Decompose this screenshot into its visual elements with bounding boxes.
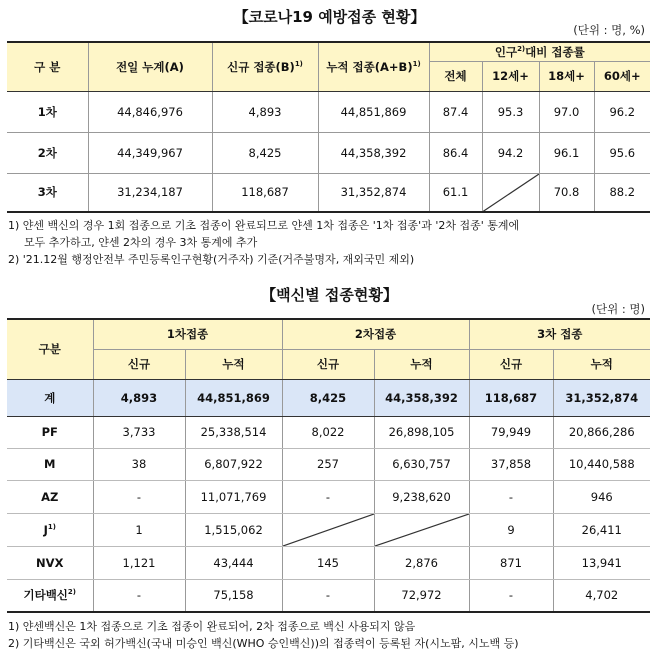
cell-d2-new: 145: [282, 546, 374, 579]
cell-d3-new: 9: [469, 513, 553, 546]
cell-d3-new: -: [469, 480, 553, 513]
cell-rate-all: 61.1: [429, 173, 482, 212]
header-rate-18: 18세+: [539, 61, 594, 91]
table-row: [7, 448, 650, 480]
note-2: 2) 기타백신은 국외 허가백신(국내 미승인 백신(WHO 승인백신))의 접종력이 등록된 자(시노팜, 시노백 등): [8, 637, 519, 650]
cell-rate-18: 70.8: [539, 173, 594, 212]
cell-d3-cum: 20,866,286: [553, 416, 650, 448]
cell-new: 4,893: [212, 91, 318, 132]
cell-d2-cum: 26,898,105: [374, 416, 469, 448]
cell-rate-12-empty: [482, 173, 539, 212]
row-label: AZ: [7, 480, 93, 513]
header-dose1: 1차접종: [93, 319, 282, 349]
header-category: 구분: [7, 319, 93, 379]
section1-title: 【코로나19 예방접종 현황】: [233, 8, 426, 26]
header-dose2-cum: 누적: [374, 349, 469, 379]
header-prev-total: 전일 누계(A): [88, 42, 212, 91]
cell-cum: 44,358,392: [318, 132, 429, 173]
section2-title: 【백신별 접종현황】: [261, 286, 398, 304]
cell-d1-new: -: [93, 579, 185, 612]
cell-d2-cum: 6,630,757: [374, 448, 469, 480]
cell-d3-cum: 4,702: [585, 588, 619, 603]
note-1: 1) 얀센백신은 1차 접종으로 기초 접종이 완료되어, 2차 접종으로 백신 사용되지 않음: [8, 620, 416, 633]
cell-rate-12: 94.2: [482, 132, 539, 173]
cell-d1-new: 38: [93, 448, 185, 480]
table-row: [7, 132, 650, 173]
row-label: NVX: [7, 546, 93, 579]
cell-cum: 44,851,869: [318, 91, 429, 132]
cell-rate-all: 87.4: [429, 91, 482, 132]
cell-d2-new: 8,022: [282, 416, 374, 448]
row-label: $J^{1)}$: [7, 513, 93, 546]
row-label: 3차: [7, 173, 88, 212]
row-label: PF: [7, 416, 93, 448]
row-label: M: [7, 448, 93, 480]
cell-d3-new: 79,949: [469, 416, 553, 448]
section1-unit: (단위 : 명, %): [573, 23, 645, 37]
cell-d3-new: 37,858: [469, 448, 553, 480]
row-label: 1차: [7, 91, 88, 132]
table-row: [7, 513, 650, 546]
diagonal-slash-icon: [375, 514, 469, 546]
note-1: 1) 얀센 백신의 경우 1회 접종으로 기초 접종이 완료되므로 얀센 1차 접종은 '1차 접종'과 '2차 접종' 통계에: [8, 219, 520, 232]
section2-notes: [8, 618, 519, 652]
header-rate-group: 인구$^{2)}$대비 접종률: [429, 42, 650, 61]
cell-prev: 31,234,187: [88, 173, 212, 212]
cell-d1-cum: 43,444: [185, 546, 282, 579]
cell-d3-cum: 31,352,874: [553, 379, 650, 416]
cell-rate-18: 96.1: [539, 132, 594, 173]
cell-d1-new: 1,121: [93, 546, 185, 579]
table-row-total: [7, 379, 650, 416]
header-dose1-cum: 누적: [185, 349, 282, 379]
table-row: [7, 91, 650, 132]
cell-d2-new: 8,425: [282, 379, 374, 416]
cell-rate-60: 96.2: [594, 91, 650, 132]
diagonal-slash-icon: [283, 514, 374, 546]
row-label: 2차: [7, 132, 88, 173]
header-rate-60: 60세+: [594, 61, 650, 91]
cell-rate-18: 97.0: [539, 91, 594, 132]
header-dose3-new: 신규: [469, 349, 553, 379]
cell-new: 8,425: [212, 132, 318, 173]
row-label: 계: [7, 379, 93, 416]
cell-d3-new: 118,687: [469, 379, 553, 416]
cell-d1-cum: 44,851,869: [185, 379, 282, 416]
cell-rate-60: 95.6: [594, 132, 650, 173]
cell-d1-new: 3,733: [93, 416, 185, 448]
cell-d1-cum: 25,338,514: [185, 416, 282, 448]
header-dose1-new: 신규: [93, 349, 185, 379]
note-2: 2) '21.12월 행정안전부 주민등록인구현황(거주자) 기준(거주불명자, 재외국민 제외): [8, 253, 415, 266]
cell-d2-cum: 9,238,620: [374, 480, 469, 513]
vaccine-type-table: [7, 318, 650, 613]
cell-rate-12: 95.3: [482, 91, 539, 132]
header-dose2-new: 신규: [282, 349, 374, 379]
header-dose3-cum: 누적: [553, 349, 650, 379]
cell-d1-cum: 1,515,062: [185, 513, 282, 546]
header-new: 신규 접종$(B)^{1)}$: [212, 42, 318, 91]
cell-d2-new: -: [282, 579, 374, 612]
header-cumulative: 누적 접종$(A+B)^{1)}$: [318, 42, 429, 91]
cell-d2-cum: 72,972: [374, 579, 469, 612]
cell-d2-new: 257: [282, 448, 374, 480]
cell-rate-all: 86.4: [429, 132, 482, 173]
header-rate-all: 전체: [429, 61, 482, 91]
cell-d1-cum: 11,071,769: [185, 480, 282, 513]
cell-d1-new: -: [93, 480, 185, 513]
cell-d3-cum: 26,411: [553, 513, 650, 546]
cell-d1-new: 1: [93, 513, 185, 546]
cell-d3-new: -: [469, 579, 553, 612]
section1-notes: [8, 217, 519, 268]
diagonal-slash-icon: [483, 174, 539, 212]
cell-cum: 31,352,874: [318, 173, 429, 212]
cell-d1-cum: 6,807,922: [185, 448, 282, 480]
table-row: [7, 416, 650, 448]
cell-rate-60: 88.2: [609, 185, 636, 200]
header-dose3: 3차 접종: [469, 319, 650, 349]
table-row: [7, 579, 650, 612]
cell-d3-cum: 10,440,588: [553, 448, 650, 480]
table-row: [7, 546, 650, 579]
row-label: 기타백신$^{2)}$: [7, 579, 93, 612]
cell-d2-new: -: [282, 480, 374, 513]
cell-d3-cum: 13,941: [553, 546, 650, 579]
cell-d2-cum: 44,358,392: [374, 379, 469, 416]
header-rate-12: 12세+: [482, 61, 539, 91]
note-1-cont: 모두 추가하고, 얀센 2차의 경우 3차 통계에 추가: [24, 236, 258, 249]
cell-prev: 44,846,976: [88, 91, 212, 132]
cell-new: 118,687: [212, 173, 318, 212]
cell-d1-new: 4,893: [93, 379, 185, 416]
cell-d3-cum: 946: [553, 480, 650, 513]
table-row: [7, 173, 650, 212]
cell-d3-new: 871: [469, 546, 553, 579]
vaccination-status-table: [7, 41, 650, 213]
section2-unit: (단위 : 명): [591, 302, 645, 316]
table-row: [7, 480, 650, 513]
cell-d2-new-empty: [282, 513, 374, 546]
header-dose2: 2차접종: [282, 319, 469, 349]
cell-d1-cum: 75,158: [185, 579, 282, 612]
cell-d2-cum-empty: [374, 513, 469, 546]
cell-d2-cum: 2,876: [374, 546, 469, 579]
cell-prev: 44,349,967: [88, 132, 212, 173]
header-category: 구 분: [7, 42, 88, 91]
